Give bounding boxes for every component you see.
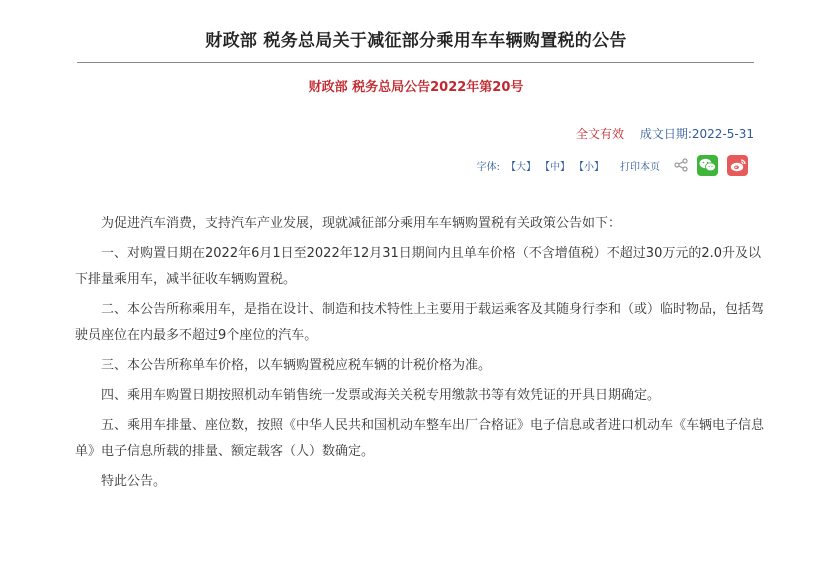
page-title: 财政部 税务总局关于减征部分乘用车车辆购置税的公告 xyxy=(205,31,627,51)
date-value: 2022-5-31 xyxy=(691,127,754,141)
paragraph-1: 一、对购置日期在2022年6月1日至2022年12月31日期间内且单车价格（不含增值税）不超过30万元的2.0升及以下排量乘用车，减半征收车辆购置税。 xyxy=(75,246,762,287)
font-size-large-button[interactable]: 【大】 xyxy=(506,161,536,173)
paragraph-3: 三、本公告所称单车价格，以车辆购置税应税车辆的计税价格为准。 xyxy=(101,358,492,373)
page-toolbar xyxy=(477,154,748,176)
font-size-small-button[interactable]: 【小】 xyxy=(574,161,604,173)
document-number: 财政部 税务总局公告2022年第20号 xyxy=(308,80,524,95)
wechat-icon[interactable] xyxy=(697,155,718,176)
paragraph-2: 二、本公告所称乘用车，是指在设计、制造和技术特性上主要用于载运乘客及其随身行李和（或）临时物品，包括驾驶员座位在内最多不超过9个座位的汽车。 xyxy=(75,302,765,343)
validity-status: 全文有效 xyxy=(576,127,625,141)
paragraph-closing: 特此公告。 xyxy=(101,474,167,489)
title-divider xyxy=(77,62,754,63)
paragraph-intro: 为促进汽车消费，支持汽车产业发展，现就减征部分乘用车车辆购置税有关政策公告如下： xyxy=(101,216,622,231)
weibo-icon[interactable] xyxy=(727,155,748,176)
font-size-label: 字体: xyxy=(476,161,500,173)
print-button[interactable]: 打印本页 xyxy=(620,161,660,173)
announcement-body xyxy=(75,211,765,499)
date-label: 成文日期: xyxy=(639,127,692,141)
share-icon[interactable] xyxy=(674,158,688,172)
paragraph-5: 五、乘用车排量、座位数，按照《中华人民共和国机动车整车出厂合格证》电子信息或者进口机动车《车辆电子信息单》电子信息所载的排量、额定载客（人）数确定。 xyxy=(75,418,765,459)
font-size-medium-button[interactable]: 【中】 xyxy=(540,161,570,173)
document-meta xyxy=(576,125,754,142)
paragraph-4: 四、乘用车购置日期按照机动车销售统一发票或海关关税专用缴款书等有效凭证的开具日期确定。 xyxy=(101,388,661,403)
